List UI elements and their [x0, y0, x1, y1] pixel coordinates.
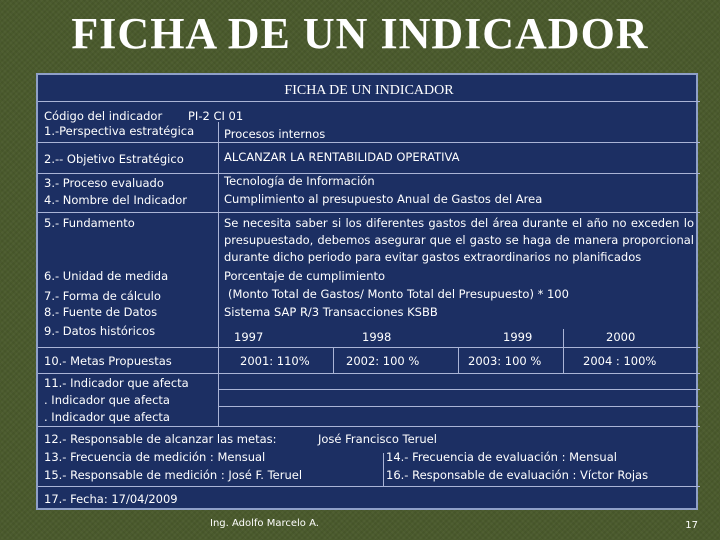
meta-2004: 2004 : 100% [583, 354, 657, 368]
fuente-label: 8.- Fuente de Datos [44, 305, 158, 319]
responsable-alcanzar-label: 12.- Responsable de alcanzar las metas: [44, 432, 277, 446]
vline-metas-4 [563, 347, 564, 373]
fecha: 17.- Fecha: 17/04/2009 [44, 492, 178, 506]
proceso-value: Tecnología de Información [224, 174, 375, 188]
divider-afecta-2 [218, 406, 700, 407]
footer-author: Ing. Adolfo Marcelo A. [210, 518, 319, 529]
metas-label: 10.- Metas Propuestas [44, 354, 172, 368]
historicos-year-2000: 2000 [606, 330, 636, 344]
meta-2003: 2003: 100 % [468, 354, 542, 368]
divider-metas [38, 373, 700, 374]
responsable-evaluacion: 16.- Responsable de evaluación : Víctor Rojas [386, 468, 649, 482]
responsable-medicion: 15.- Responsable de medición : José F. Teruel [44, 468, 303, 482]
codigo-value: PI-2 CI 01 [188, 109, 244, 123]
divider-afecta-end [38, 426, 700, 427]
meta-2002: 2002: 100 % [346, 354, 420, 368]
nombre-value: Cumplimiento al presupuesto Anual de Gastos del Area [224, 192, 543, 206]
responsable-alcanzar-value: José Francisco Teruel [318, 432, 437, 446]
forma-value: (Monto Total de Gastos/ Monto Total del Presupuesto) * 100 [228, 287, 569, 301]
proceso-label: 3.- Proceso evaluado [44, 176, 164, 190]
vline-frecuencia [383, 453, 384, 486]
forma-label: 7.- Forma de cálculo [44, 289, 161, 303]
afecta-label: 11.- Indicador que afecta [44, 376, 189, 390]
slide-title: FICHA DE UN INDICADOR [71, 9, 649, 58]
unidad-label: 6.- Unidad de medida [44, 269, 169, 283]
objetivo-value: ALCANZAR LA RENTABILIDAD OPERATIVA [224, 150, 460, 164]
divider-nombre [38, 212, 700, 213]
nombre-label: 4.- Nombre del Indicador [44, 193, 187, 207]
vline-afecta [218, 373, 219, 426]
historicos-year-1997: 1997 [234, 330, 264, 344]
perspectiva-label: 1.-Perspectiva estratégica [44, 124, 195, 138]
card-title: FICHA DE UN INDICADOR [284, 83, 454, 98]
objetivo-label: 2.-- Objetivo Estratégico [44, 152, 184, 166]
meta-2001: 2001: 110% [240, 354, 310, 368]
codigo-label: Código del indicador [44, 109, 163, 123]
fundamento-value: Se necesita saber si los diferentes gastos del área durante el año no exceden lo presupuestado, debemos asegurar que el gasto se haga de manera proporcional durante dicho periodo para evitar gastos extraordinarios no planificados [224, 216, 694, 264]
vline-metas-2 [333, 347, 334, 373]
divider-perspectiva [38, 142, 700, 143]
vline-metas-3 [458, 347, 459, 373]
divider-header [38, 101, 700, 102]
frecuencia-evaluacion: 14.- Frecuencia de evaluación : Mensual [386, 450, 617, 464]
historicos-label: 9.- Datos históricos [44, 324, 156, 338]
historicos-year-1999: 1999 [503, 330, 533, 344]
afecta-sub-2: . Indicador que afecta [44, 410, 170, 424]
vline-historicos-4 [563, 329, 564, 347]
historicos-year-1998: 1998 [362, 330, 392, 344]
unidad-value: Porcentaje de cumplimiento [224, 269, 386, 283]
divider-afecta-1 [218, 389, 700, 390]
frecuencia-medicion: 13.- Frecuencia de medición : Mensual [44, 450, 266, 464]
vline-metas-1 [218, 347, 219, 373]
vline-main [218, 142, 219, 347]
fuente-value: Sistema SAP R/3 Transacciones KSBB [224, 305, 438, 319]
afecta-sub-1: . Indicador que afecta [44, 393, 170, 407]
divider-historicos [38, 347, 700, 348]
page-number: 17 [685, 520, 698, 531]
indicator-card [36, 73, 698, 510]
perspectiva-value: Procesos internos [224, 127, 326, 141]
divider-responsables [38, 486, 700, 487]
fundamento-label: 5.- Fundamento [44, 216, 135, 230]
vline-perspectiva [218, 122, 219, 142]
